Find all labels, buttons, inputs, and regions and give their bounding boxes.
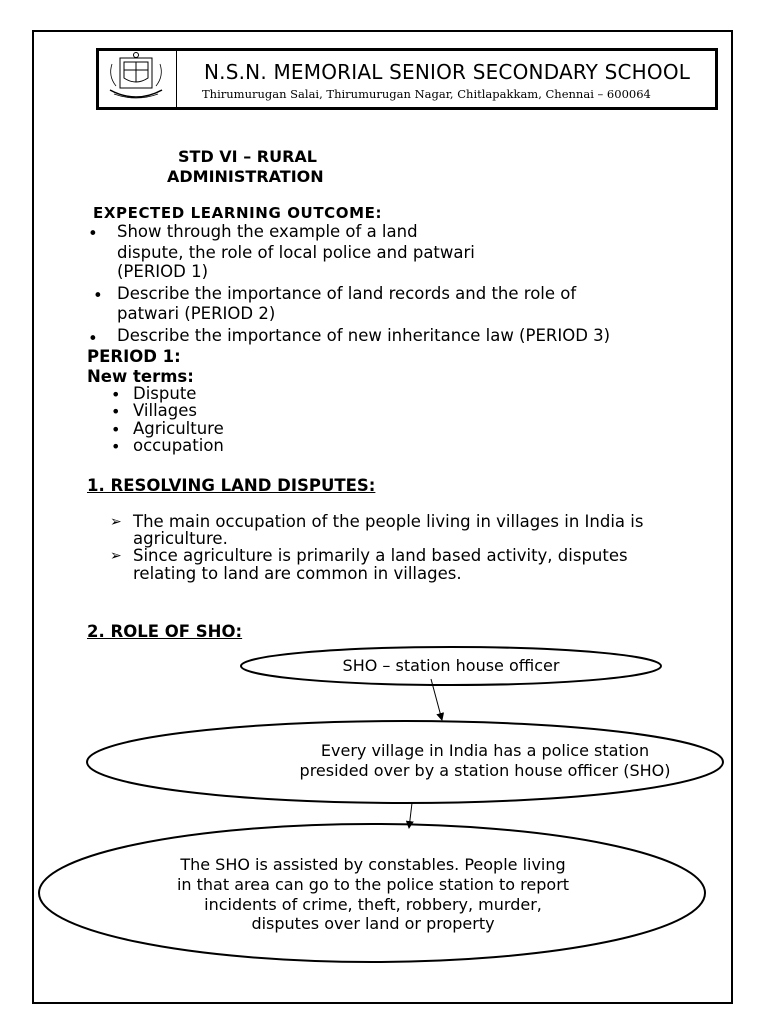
bullet-dot-icon: •: [88, 329, 98, 348]
outcome-heading: EXPECTED LEARNING OUTCOME:: [93, 204, 383, 222]
bullet-dot-icon: •: [111, 402, 121, 421]
school-address: Thirumurugan Salai, Thirumurugan Nagar, Chitlapakkam, Chennai – 600064: [202, 87, 651, 101]
oval3-text-line1: The SHO is assisted by constables. People living: [180, 855, 566, 874]
oval2-text-line1: Every village in India has a police station: [320, 741, 650, 760]
section1-point2-line2: relating to land are common in villages.: [133, 564, 462, 583]
term-item: occupation: [133, 436, 224, 455]
page-title-line2: ADMINISTRATION: [167, 167, 324, 186]
oval3-text-line2: in that area can go to the police station to report: [176, 875, 570, 894]
new-terms-label: New terms:: [87, 367, 194, 386]
outcome-item1-line3: (PERIOD 1): [117, 262, 209, 281]
bullet-dot-icon: •: [88, 224, 98, 243]
section1-heading: 1. RESOLVING LAND DISPUTES:: [87, 476, 376, 495]
outcome-item1-line1: Show through the example of a land: [117, 222, 418, 241]
oval1-text: SHO – station house officer: [342, 656, 560, 675]
oval2-text-line2: presided over by a station house officer (SHO): [299, 761, 671, 780]
term-item: Dispute: [133, 384, 197, 403]
school-crest-icon: [100, 52, 172, 106]
section1-point1-line1: The main occupation of the people living in villages in India is: [133, 512, 644, 531]
arrowhead-bullet-icon: ➢: [110, 514, 122, 530]
section1-point2-line1: Since agriculture is primarily a land based activity, disputes: [133, 546, 628, 565]
page-title-line1: STD VI – RURAL: [178, 147, 317, 166]
bullet-dot-icon: •: [111, 420, 121, 439]
section1-point1-line2: agriculture.: [133, 529, 228, 548]
outcome-item1-line2: dispute, the role of local police and patwari: [117, 243, 475, 262]
school-name: N.S.N. MEMORIAL SENIOR SECONDARY SCHOOL: [204, 60, 691, 84]
bullet-dot-icon: •: [111, 385, 121, 404]
outcome-item2-line1: Describe the importance of land records and the role of: [117, 284, 577, 303]
section2-heading: 2. ROLE OF SHO:: [87, 622, 243, 641]
term-item: Villages: [133, 401, 198, 420]
bullet-dot-icon: •: [93, 286, 103, 305]
oval3-text-line4: disputes over land or property: [251, 914, 495, 933]
outcome-item2-line2: patwari (PERIOD 2): [117, 304, 276, 323]
outcome-item3-line1: Describe the importance of new inheritance law (PERIOD 3): [117, 326, 611, 345]
period1-heading: PERIOD 1:: [87, 347, 181, 366]
oval3-text-line3: incidents of crime, theft, robbery, murder,: [204, 895, 542, 914]
term-item: Agriculture: [133, 419, 224, 438]
bullet-dot-icon: •: [111, 437, 121, 456]
arrowhead-bullet-icon: ➢: [110, 548, 122, 564]
header-divider: [176, 51, 177, 107]
